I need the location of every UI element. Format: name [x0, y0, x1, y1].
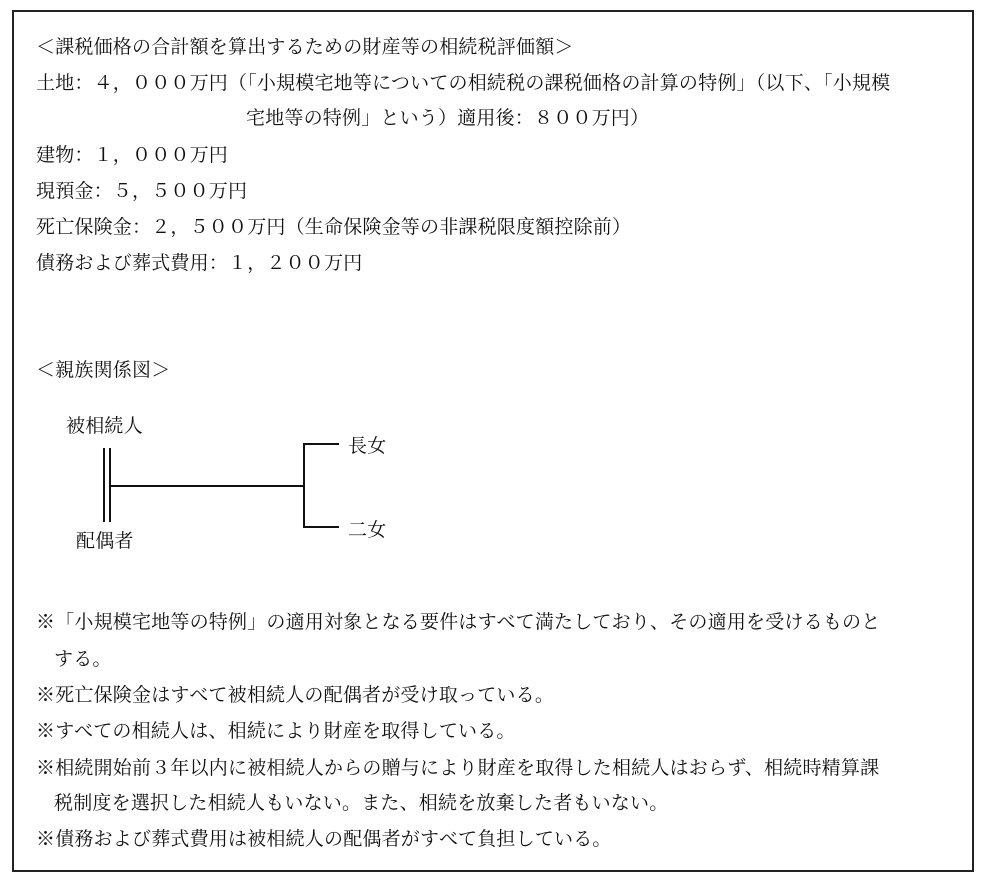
note-1-line-1: ※「小規模宅地等の特例」の適用対象となる要件はすべて満たしており、その適用を受けるものと [36, 611, 881, 633]
death-insurance-value: 死亡保険金：２，５００万円（生命保険金等の非課税限度額控除前） [36, 216, 632, 238]
family-heading: ＜親族関係図＞ [36, 359, 171, 381]
note-4-line-1: ※相続開始前３年以内に被相続人からの贈与により財産を取得した相続人はおらず、相続時精算課 [36, 757, 880, 779]
land-line-2: 宅地等の特例」という）適用後：８００万円） [246, 107, 650, 129]
marriage-line-left [103, 448, 105, 522]
note-2: ※死亡保険金はすべて被相続人の配偶者が受け取っている。 [36, 684, 555, 706]
spouse-label: 配偶者 [76, 530, 134, 552]
decedent-label: 被相続人 [66, 415, 143, 437]
cash-value: 現預金：５，５００万円 [36, 180, 248, 202]
land-line-1: 土地：４，０００万円（「小規模宅地等についての相続税の課税価格の計算の特例」（以下、「小規模 [36, 72, 891, 94]
note-4-line-2: 税制度を選択した相続人もいない。また、相続を放棄した者もいない。 [54, 792, 669, 814]
note-3: ※すべての相続人は、相続により財産を取得している。 [36, 720, 516, 742]
assets-heading: ＜課税価格の合計額を算出するための財産等の相続税評価額＞ [36, 36, 574, 58]
children-bracket [303, 443, 305, 528]
building-value: 建物：１，０００万円 [36, 144, 229, 166]
note-5: ※債務および葬式費用は被相続人の配偶者がすべて負担している。 [36, 828, 612, 850]
daughter2-branch [303, 526, 339, 528]
children-connector [111, 485, 305, 487]
daughter1-branch [303, 443, 339, 445]
daughter2-label: 二女 [348, 519, 387, 541]
debts-value: 債務および葬式費用：１，２００万円 [36, 252, 363, 274]
daughter1-label: 長女 [348, 435, 387, 457]
note-1-line-2: する。 [54, 648, 112, 670]
